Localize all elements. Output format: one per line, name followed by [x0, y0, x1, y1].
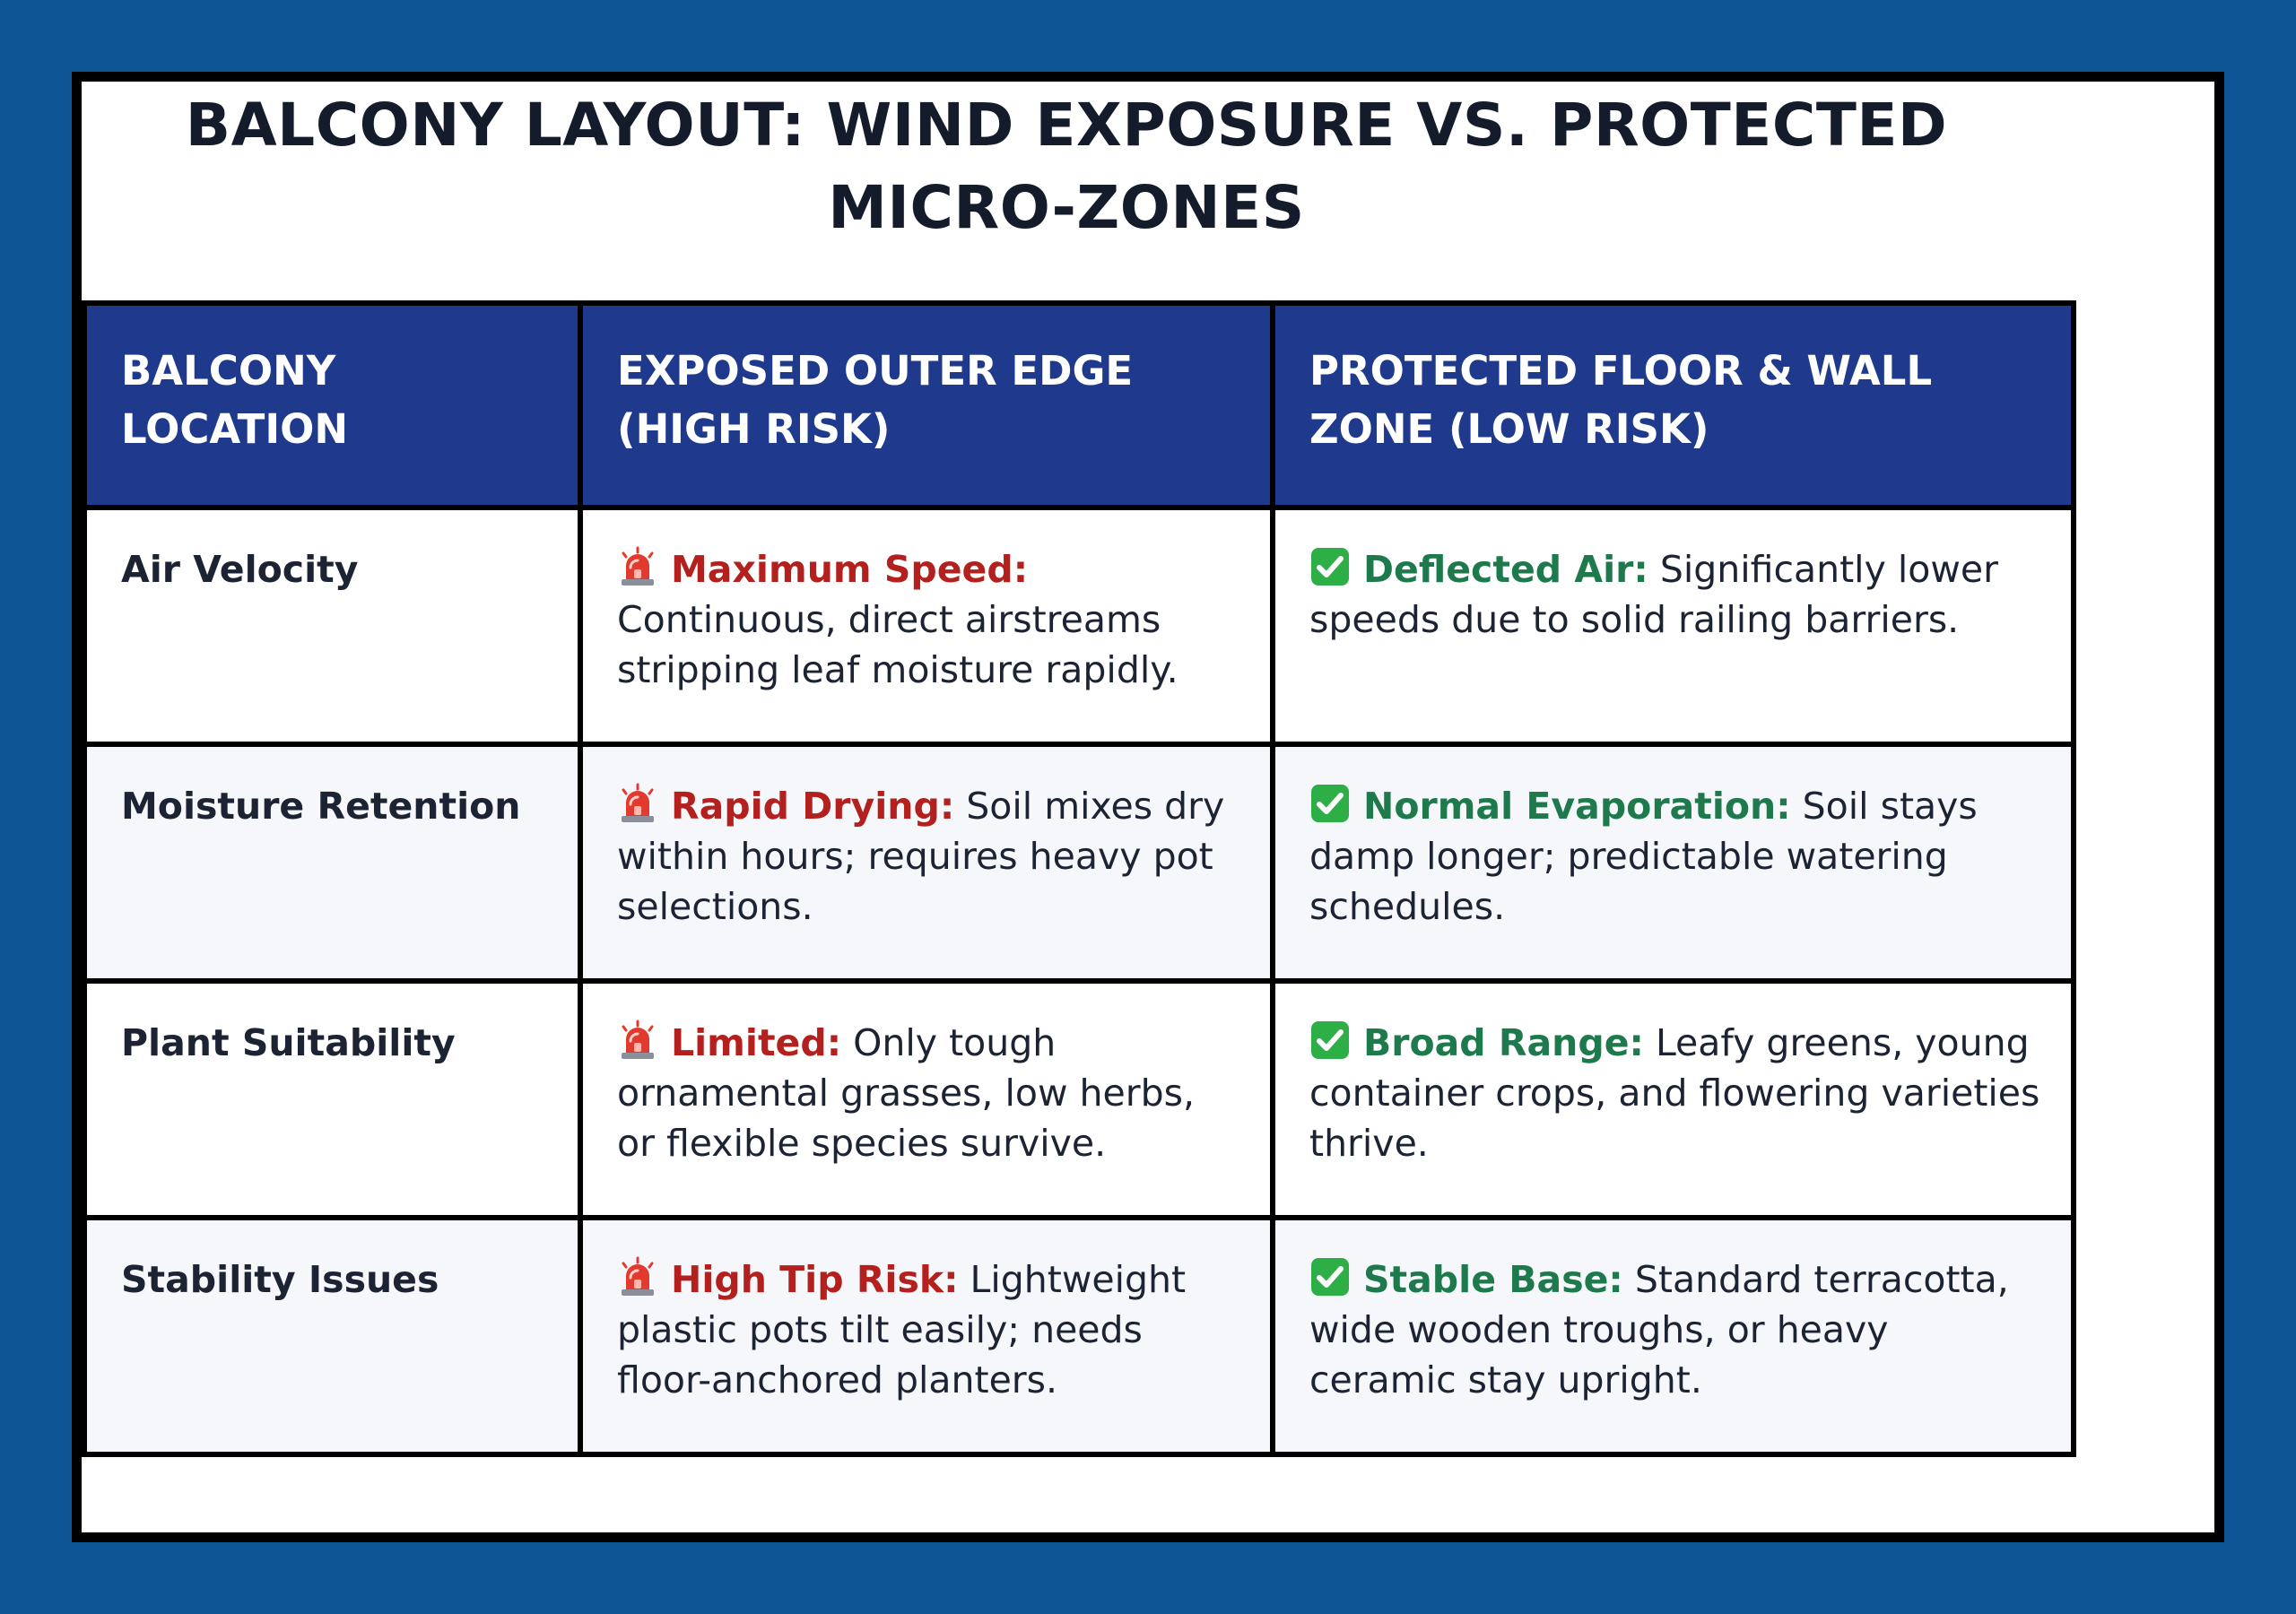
check-mark-icon: [1309, 783, 1351, 824]
header-protected-zone: PROTECTED FLOOR & WALL ZONE (LOW RISK): [1273, 303, 2074, 508]
row-label: Plant Suitability: [84, 981, 580, 1218]
risk-keyword: Maximum Speed:: [671, 547, 1029, 591]
table-row: [84, 508, 2074, 744]
row-label: Moisture Retention: [84, 744, 580, 981]
check-mark-icon: [1309, 546, 1351, 587]
exposed-cell: [580, 744, 1273, 981]
exposed-description: Continuous, direct airstreams stripping leaf moisture rapidly.: [617, 597, 1178, 691]
header-balcony-location: BALCONY LOCATION: [84, 303, 580, 508]
siren-icon: [617, 1256, 658, 1297]
safe-keyword: Broad Range:: [1363, 1020, 1644, 1064]
table-row: [84, 744, 2074, 981]
row-label: Stability Issues: [84, 1218, 580, 1454]
siren-icon: [617, 783, 658, 824]
protected-cell: [1273, 981, 2074, 1218]
protected-cell: [1273, 508, 2074, 744]
table-row: [84, 981, 2074, 1218]
protected-description: Significantly lower speeds due to solid railing barriers.: [1309, 547, 1998, 641]
table-header-row: [84, 303, 2074, 508]
protected-description: Leafy greens, young container crops, and flowering varieties thrive.: [1309, 1020, 2040, 1165]
check-mark-icon: [1309, 1256, 1351, 1297]
safe-keyword: Deflected Air:: [1363, 547, 1648, 591]
exposed-description: Soil mixes dry within hours; requires heavy pot selections.: [617, 784, 1225, 928]
siren-icon: [617, 546, 658, 587]
exposed-cell: [580, 508, 1273, 744]
protected-description: Standard terracotta, wide wooden troughs, or heavy ceramic stay upright.: [1309, 1257, 2009, 1401]
protected-description: Soil stays damp longer; predictable watering schedules.: [1309, 784, 1978, 928]
row-label: Air Velocity: [84, 508, 580, 744]
check-mark-icon: [1309, 1020, 1351, 1061]
header-exposed-outer-edge: EXPOSED OUTER EDGE (HIGH RISK): [580, 303, 1273, 508]
exposed-cell: [580, 981, 1273, 1218]
protected-cell: [1273, 744, 2074, 981]
exposed-cell: [580, 1218, 1273, 1454]
exposed-description: Lightweight plastic pots tilt easily; needs floor-anchored planters.: [617, 1257, 1187, 1401]
exposed-description: Only tough ornamental grasses, low herbs, or flexible species survive.: [617, 1020, 1196, 1165]
risk-keyword: Rapid Drying:: [671, 784, 955, 828]
protected-cell: [1273, 1218, 2074, 1454]
comparison-table: [82, 300, 2076, 1457]
table-row: [84, 1218, 2074, 1454]
safe-keyword: Stable Base:: [1363, 1257, 1623, 1301]
page-title: BALCONY LAYOUT: WIND EXPOSURE VS. PROTECTED MICRO-ZONES: [185, 91, 1948, 242]
safe-keyword: Normal Evaporation:: [1363, 784, 1791, 828]
siren-icon: [617, 1020, 658, 1061]
risk-keyword: High Tip Risk:: [671, 1257, 959, 1301]
risk-keyword: Limited:: [671, 1020, 842, 1064]
